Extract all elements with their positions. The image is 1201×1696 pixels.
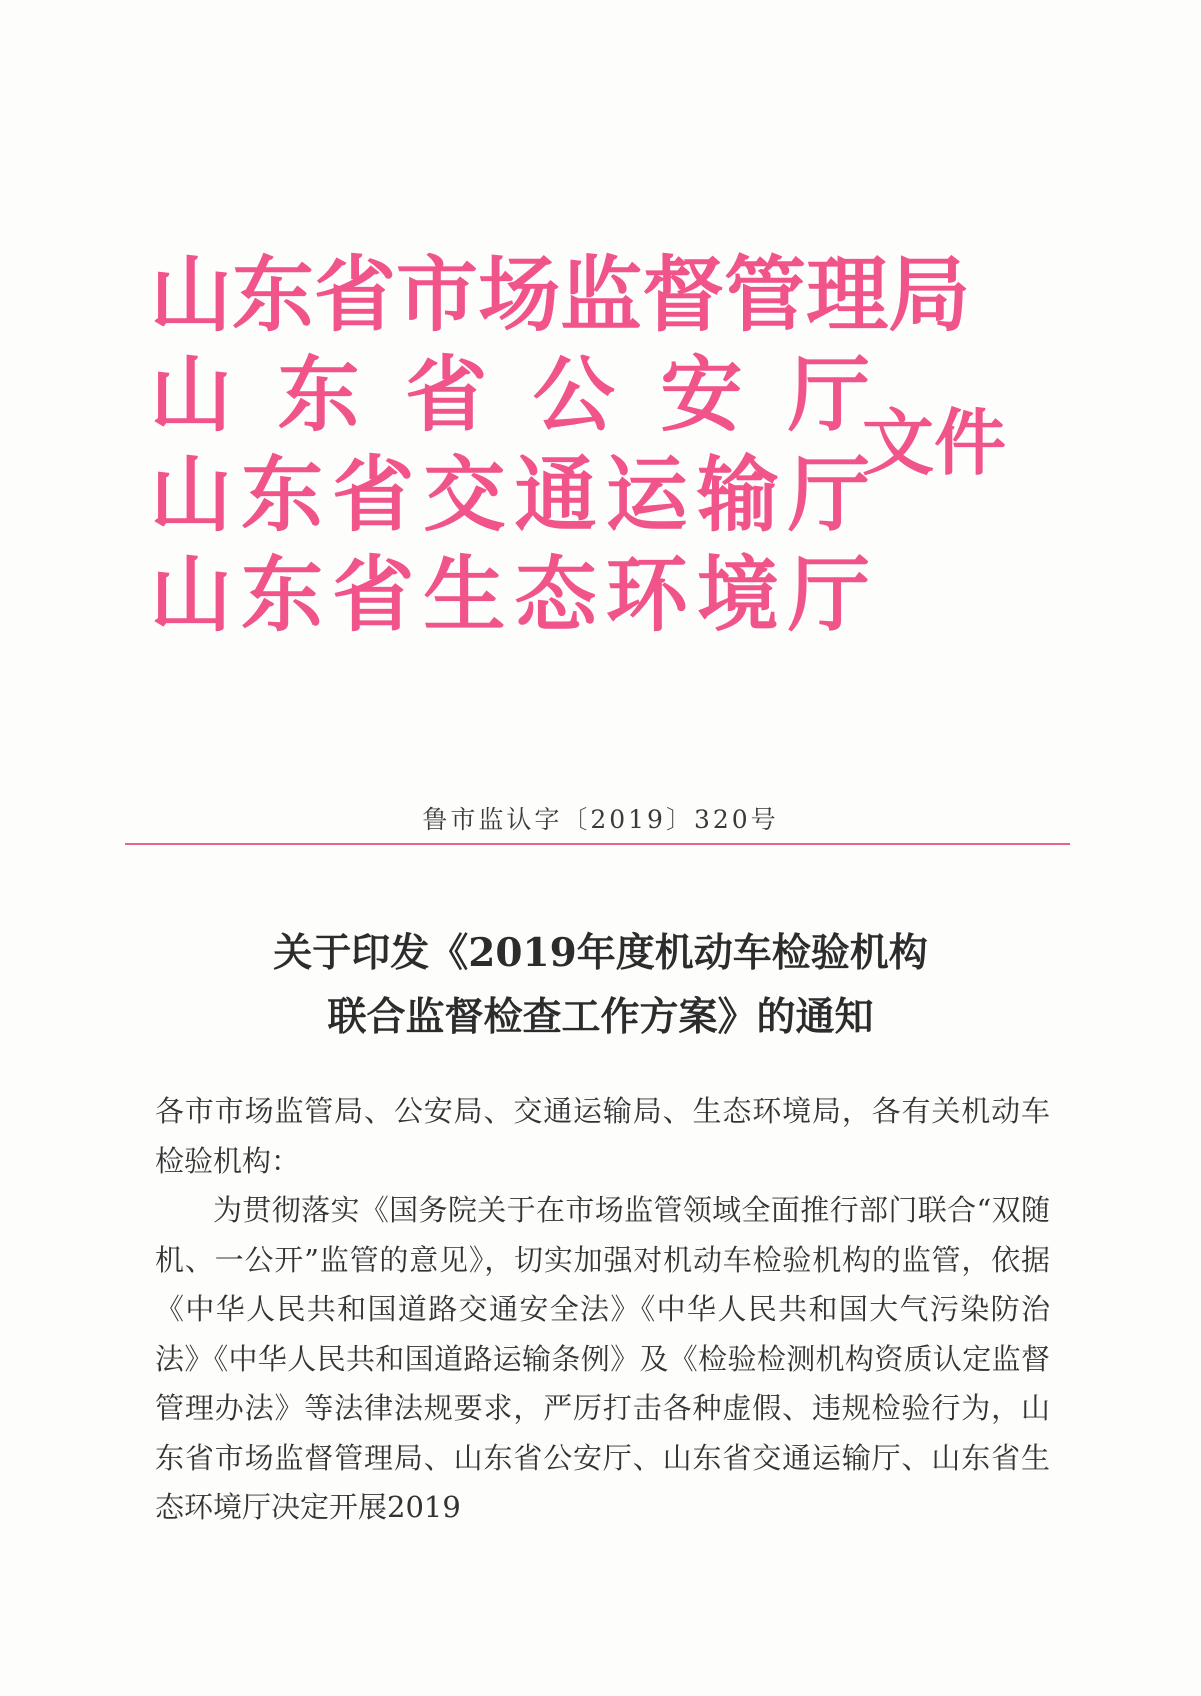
document-number: 鲁市监认字〔2019〕320号: [422, 805, 779, 834]
header-char: 运: [605, 447, 688, 543]
header-char: 公: [532, 347, 615, 443]
header-char: 省: [405, 347, 488, 443]
header-char: 省: [314, 247, 397, 343]
header-suffix-wenjian: 文件: [862, 400, 1007, 485]
body-paragraph-1: 为贯彻落实《国务院关于在市场监管领域全面推行部门联合“双随机、一公开”监管的意见》，切实加强对机动车检验机构的监管，依据《中华人民共和国道路交通安全法》《中华人民共和国大气污染防治法》《中华人民共和国道路运输条例》及《检验检测机构资质认定监督管理办法》等法律法规要求，严厉打击各种虚假、违规检验行为，山东省市场监督管理局、山东省公安厅、山东省交通运输厅、山东省生态环境厅决定开展2019: [155, 1193, 1050, 1524]
header-char: 东: [277, 347, 360, 443]
header-char: 厅: [787, 347, 870, 443]
header-char: 东: [232, 247, 315, 343]
header-char: 生: [423, 547, 506, 643]
header-char: 厅: [787, 547, 870, 643]
red-header: [150, 245, 1050, 645]
header-char: 督: [642, 247, 725, 343]
header-char: 境: [696, 547, 779, 643]
header-char: 山: [150, 347, 233, 443]
header-char: 监: [560, 247, 643, 343]
header-char: 安: [660, 347, 743, 443]
header-line-transport: [150, 445, 870, 545]
header-char: 理: [806, 247, 889, 343]
header-char: 厅: [787, 447, 870, 543]
header-char: 市: [396, 247, 479, 343]
header-line-market-regulation: [150, 245, 971, 345]
header-line-public-security: [150, 345, 870, 445]
addressee: 各市市场监管局、公安局、交通运输局、生态环境局，各有关机动车检验机构：: [155, 1094, 1050, 1178]
header-char: 东: [241, 447, 324, 543]
header-char: 态: [514, 547, 597, 643]
header-char: 局: [888, 247, 971, 343]
header-char: 输: [696, 447, 779, 543]
header-char: 省: [332, 547, 415, 643]
document-title-line-2: 联合监督检查工作方案》的通知: [327, 994, 874, 1040]
header-line-ecology: [150, 545, 870, 645]
header-char: 环: [605, 547, 688, 643]
header-char: 山: [150, 447, 233, 543]
header-divider: [125, 843, 1070, 845]
header-char: 山: [150, 547, 233, 643]
document-title-line-1: 关于印发《2019年度机动车检验机构: [273, 930, 928, 976]
header-char: 交: [423, 447, 506, 543]
document-body: [155, 1087, 1050, 1533]
header-char: 通: [514, 447, 597, 543]
header-char: 东: [241, 547, 324, 643]
header-char: 场: [478, 247, 561, 343]
header-char: 省: [332, 447, 415, 543]
header-char: 山: [150, 247, 233, 343]
header-char: 管: [724, 247, 807, 343]
